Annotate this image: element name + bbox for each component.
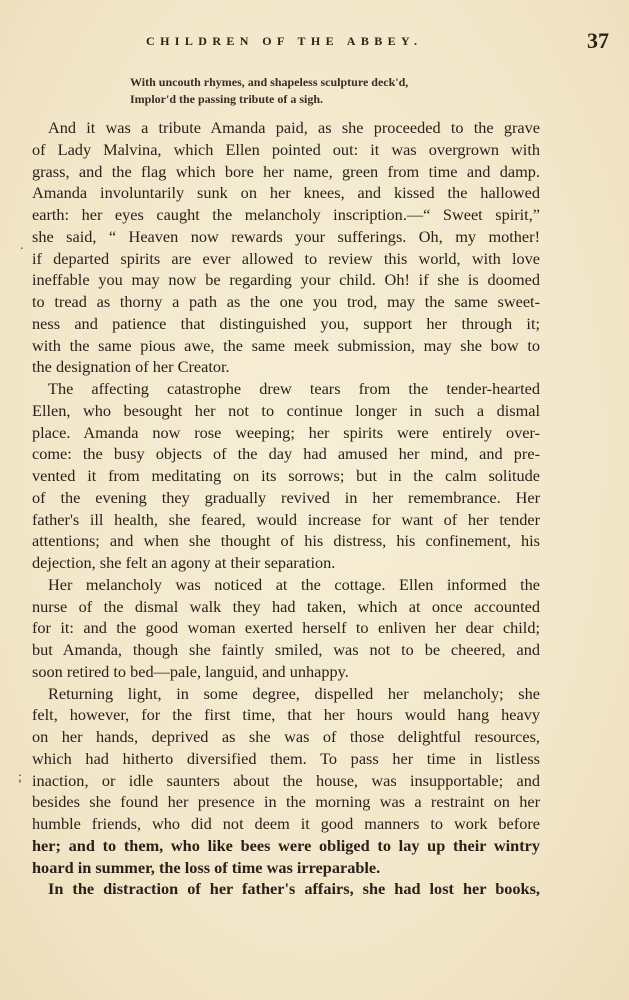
text-line: but Amanda, though she faintly smiled, was not to be cheered, and [32,640,540,659]
text-line: of the evening they gradually revived in her remembrance. Her [32,487,540,507]
text-line: on her hands, deprived as she was of those delightful resources, [32,727,540,746]
text-line: ineffable you may now be regarding your child. Oh! if she is doomed [32,270,540,290]
text-line: grass, and the flag which bore her name, green from time and damp. [32,161,540,181]
epigraph-line: With uncouth rhymes, and shapeless sculpture deck'd, [130,75,409,89]
text-line: her; and to them, who like bees were obliged to lay up their wintry [32,835,540,855]
text-line: for it: and the good woman exerted herself to enliven her dear child; [32,618,540,638]
text-line: nurse of the dismal walk they had taken, which at once accounted [32,596,540,616]
text-line: Amanda involuntarily sunk on her knees, and kissed the hallowed [32,183,540,203]
page-number: 37 [587,28,609,53]
text-line: The affecting catastrophe drew tears from the tender-hearted [48,379,540,398]
text-line: of Lady Malvina, which Ellen pointed out: it was overgrown with [32,139,540,159]
text-line: earth: her eyes caught the melancholy inscription.—“ Sweet spirit,” [32,205,540,224]
body-text [32,117,540,900]
running-title: CHILDREN OF THE ABBEY. [146,34,423,48]
text-line: come: the busy objects of the day had amused her mind, and pre- [32,444,540,464]
text-line: the designation of her Creator. [32,357,230,377]
text-line: hoard in summer, the loss of time was irreparable. [32,857,381,877]
text-line: father's ill health, she feared, would increase for want of her tender [32,509,540,529]
epigraph [130,74,408,108]
text-line: felt, however, for the first time, that her hours would hang heavy [32,705,540,725]
text-line: attentions; and when she thought of his distress, his confinement, his [32,531,540,551]
text-line: soon retired to bed—pale, languid, and unhappy. [32,661,349,681]
text-line: And it was a tribute Amanda paid, as she proceeded to the grave [48,118,540,137]
margin-mark: . [20,238,24,253]
text-line: which had hitherto diversified them. To pass her time in listless [32,748,540,768]
text-line: humble friends, who did not deem it good manners to work before [32,814,540,833]
text-line: In the distraction of her father's affairs, she had lost her books, [48,879,540,899]
text-line: vented it from meditating on its sorrows; but in the calm solitude [32,466,540,485]
text-line: ness and patience that distinguished you, support her through it; [32,313,540,333]
epigraph-line: Implor'd the passing tribute of a sigh. [130,92,324,106]
text-line: if departed spirits are ever allowed to review this world, with love [32,248,540,268]
text-line: dejection, she felt an agony at their separation. [32,553,336,572]
text-line: inaction, or idle saunters about the house, was insupportable; and [32,770,540,790]
text-line: Returning light, in some degree, dispelled her melancholy; she [48,683,540,703]
text-line: with the same pious awe, the same meek submission, may she bow to [32,335,540,355]
text-line: to tread as thorny a path as the one you trod, may the same sweet- [32,292,540,311]
text-line: besides she found her presence in the morning was a restraint on her [32,792,540,812]
margin-mark: ; [18,770,22,785]
text-line: Ellen, who besought her not to continue longer in such a dismal [32,400,540,420]
text-line: place. Amanda now rose weeping; her spirits were entirely over- [32,422,540,442]
text-line: she said, “ Heaven now rewards your sufferings. Oh, my mother! [32,226,540,246]
text-line: Her melancholy was noticed at the cottage. Ellen informed the [48,574,540,594]
